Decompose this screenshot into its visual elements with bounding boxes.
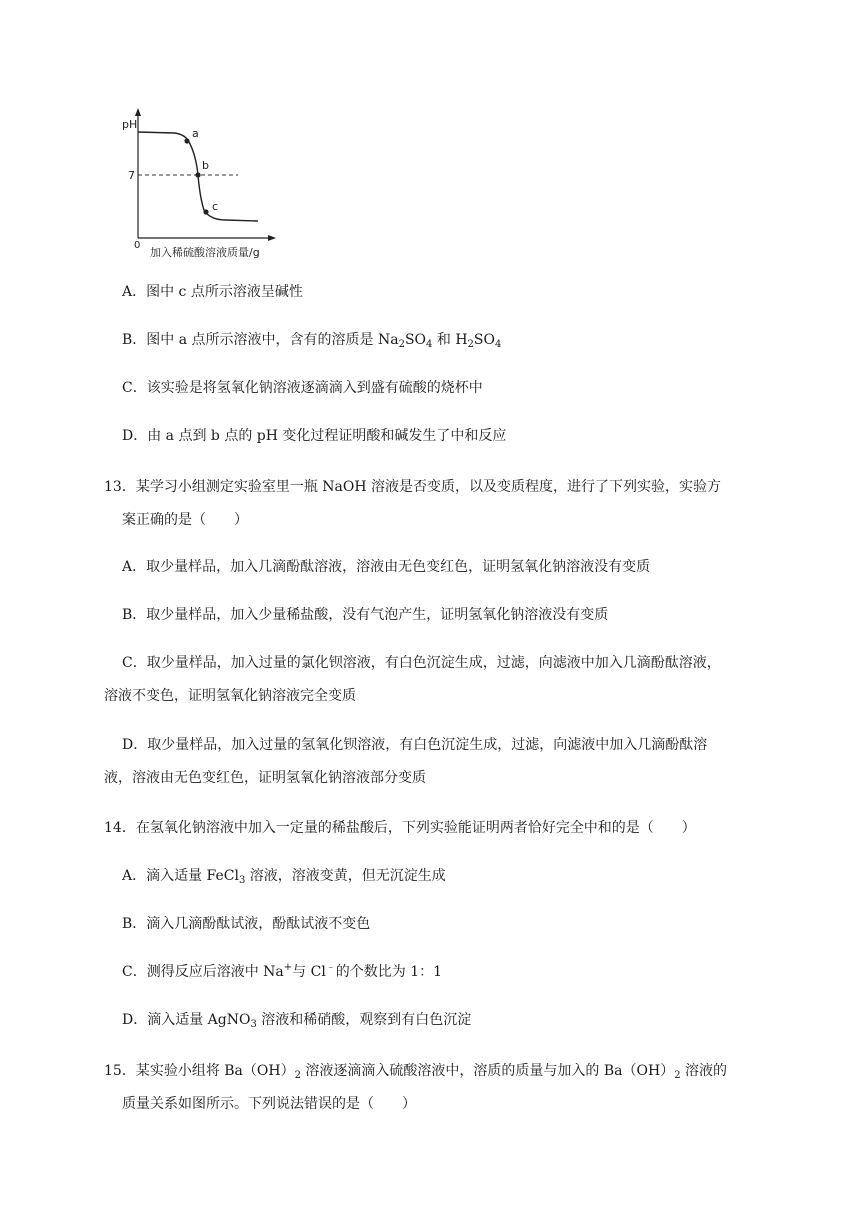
- point-a-label: a: [192, 127, 199, 140]
- q12-b-text-3: 和 H: [432, 332, 468, 348]
- q12-b-sub-1: 2: [398, 339, 405, 350]
- x-axis-arrow: [268, 235, 276, 241]
- q13-option-c-line1: C．取少量样品，加入过量的氯化钡溶液，有白色沉淀生成，过滤，向滤液中加入几滴酚酞溶液，: [122, 655, 721, 671]
- point-b-label: b: [202, 159, 209, 172]
- q12-b-sub-4: 4: [494, 339, 502, 350]
- q15-stem-line1: [104, 1061, 727, 1081]
- q14-a-sub: 3: [238, 875, 246, 886]
- point-a-dot: [184, 138, 189, 143]
- q14-d-sub: 3: [250, 1019, 257, 1030]
- origin-label: 0: [134, 240, 141, 251]
- q13-option-a: A．取少量样品，加入几滴酚酞溶液，溶液由无色变红色，证明氢氧化钠溶液没有变质: [122, 559, 651, 575]
- x-axis-label: 加入稀硫酸溶液质量/g: [150, 246, 260, 259]
- q15-sub-2: 2: [674, 1070, 681, 1081]
- q12-b-text-2: SO: [404, 332, 427, 348]
- q14-c-sup-1: +: [283, 962, 293, 973]
- q12-option-c: C．该实验是将氢氧化钠溶液逐滴滴入到盛有硫酸的烧杯中: [122, 380, 483, 396]
- q12-b-sub-3: 2: [467, 339, 474, 350]
- tick-7-label: 7: [128, 169, 135, 182]
- point-c-dot: [203, 209, 208, 214]
- q15-text-3: 溶液的: [680, 1063, 728, 1079]
- q14-c-sup-2: ﹣: [325, 962, 336, 973]
- q15-text-2: 溶液逐滴滴入硫酸溶液中，溶质的质量与加入的 Ba（OH）: [300, 1063, 675, 1079]
- q12-option-a: A．图中 c 点所示溶液呈碱性: [122, 284, 303, 300]
- q12-b-text-4: SO: [473, 332, 495, 348]
- q13-option-d-line1: D．取少量样品，加入过量的氢氧化钡溶液，有白色沉淀生成，过滤，向滤液中加入几滴酚酞溶: [122, 737, 708, 753]
- q13-option-c-line2: 溶液不变色，证明氢氧化钠溶液完全变质: [104, 688, 356, 704]
- q14-c-text-1: C．测得反应后溶液中 Na: [122, 964, 284, 980]
- q14-option-d: [122, 1010, 471, 1030]
- q12-b-sub-2: 4: [426, 339, 433, 350]
- q15-text-1: 15．某实验小组将 Ba（OH）: [104, 1063, 295, 1079]
- q13-option-d-line2: 液，溶液由无色变红色，证明氢氧化钠溶液部分变质: [104, 770, 426, 786]
- q15-stem-line2: 质量关系如图所示。下列说法错误的是（ ）: [122, 1096, 416, 1112]
- q14-c-text-3: 的个数比为 1：1: [335, 964, 443, 980]
- y-axis-label: pH: [122, 118, 138, 131]
- q14-d-text-2: 溶液和稀硝酸，观察到有白色沉淀: [256, 1012, 472, 1028]
- q15-sub-1: 2: [294, 1070, 301, 1081]
- q14-stem: 14．在氢氧化钠溶液中加入一定量的稀盐酸后，下列实验能证明两者恰好完全中和的是（ ）: [104, 820, 696, 836]
- q14-option-a: [122, 866, 446, 886]
- q14-c-text-2: 与 Cl: [292, 964, 326, 980]
- q14-a-text-2: 溶液，溶液变黄，但无沉淀生成: [245, 868, 446, 884]
- q12-option-d: D．由 a 点到 b 点的 pH 变化过程证明酸和碱发生了中和反应: [122, 428, 507, 444]
- q13-stem-line1: 13．某学习小组测定实验室里一瓶 NaOH 溶液是否变质，以及变质程度，进行了下列实验，实验方: [104, 479, 721, 495]
- q14-d-text-1: D．滴入适量 AgNO: [122, 1012, 251, 1028]
- ph-titration-figure: [110, 106, 280, 262]
- point-b-dot: [195, 172, 200, 177]
- point-c-label: c: [212, 200, 219, 213]
- q12-b-text-1: B．图中 a 点所示溶液中，含有的溶质是 Na: [122, 332, 399, 348]
- q13-stem-line2: 案正确的是（ ）: [122, 512, 248, 528]
- q14-a-text-1: A．滴入适量 FeCl: [122, 868, 239, 884]
- q14-option-b: B．滴入几滴酚酞试液，酚酞试液不变色: [122, 916, 371, 932]
- y-axis-arrow: [135, 108, 141, 116]
- q13-option-b: B．取少量样品，加入少量稀盐酸，没有气泡产生，证明氢氧化钠溶液没有变质: [122, 607, 609, 623]
- q12-option-b: [122, 330, 501, 350]
- q14-option-c: [122, 962, 442, 982]
